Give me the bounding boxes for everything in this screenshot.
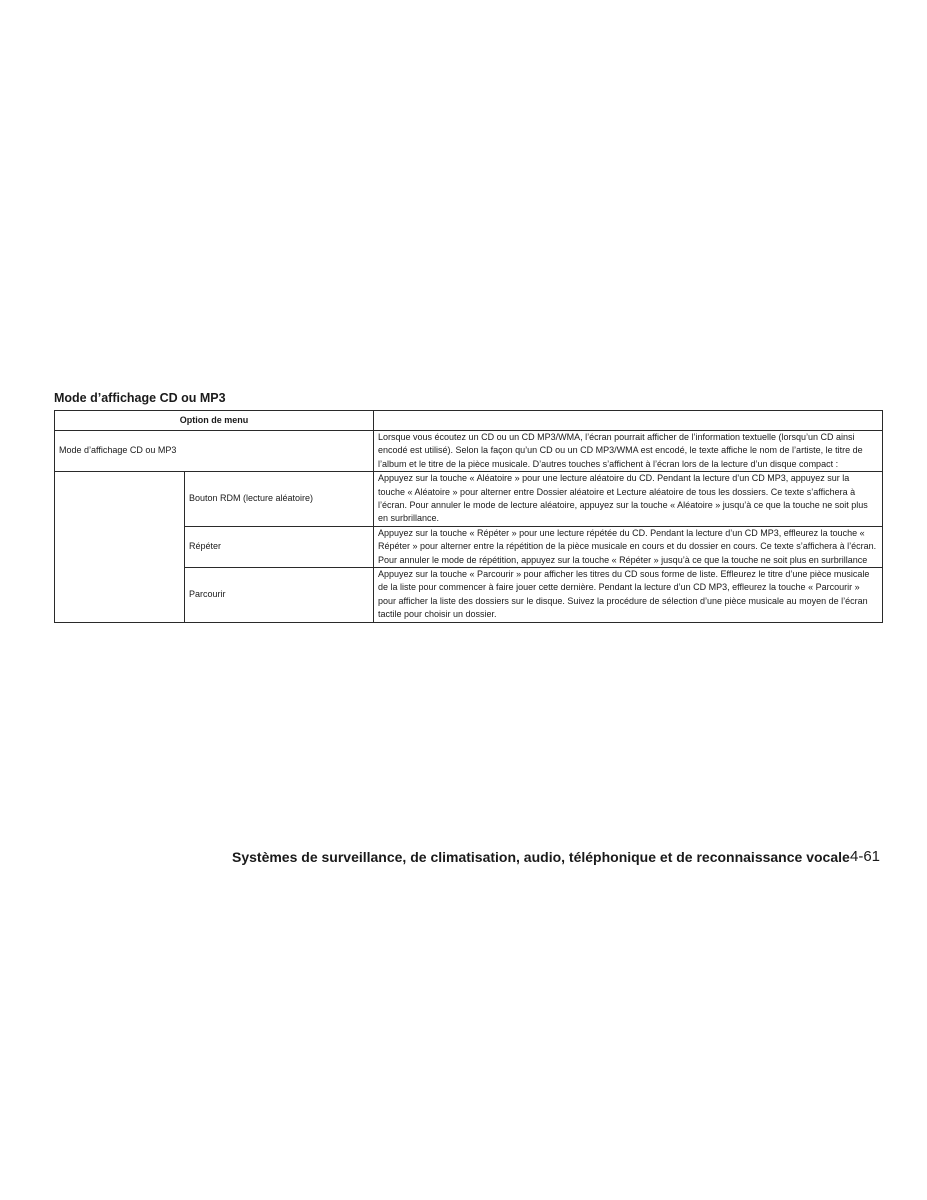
section-title: Mode d’affichage CD ou MP3 bbox=[54, 391, 226, 405]
header-option-de-menu: Option de menu bbox=[55, 411, 374, 431]
row-description-repeter: Appuyez sur la touche « Répéter » pour une lecture répétée du CD. Pendant la lecture d’un CD MP3, effleurez la touche « Répéter » pour alterner entre la répétition de la pièce musicale en cours et du dossier en cours. Ce texte s’affichera à l’écran. Pour annuler le mode de répétition, appuyez sur la touche « Répéter » jusqu’à ce que la touche ne soit plus en surbrillance bbox=[374, 526, 883, 567]
row-description-mode-affichage: Lorsque vous écoutez un CD ou un CD MP3/WMA, l’écran pourrait afficher de l’information textuelle (lorsqu’un CD ainsi encodé est utilisé). Selon la façon qu’un CD ou un CD MP3/WMA est encodé, le texte affiche le nom de l’artiste, le titre de l’album et le titre de la pièce musicale. D’autres touches s’affichent à l’écran lors de la lecture d’un disque compact : bbox=[374, 431, 883, 472]
menu-options-table bbox=[54, 410, 883, 623]
header-description bbox=[374, 411, 883, 431]
row-description-parcourir: Appuyez sur la touche « Parcourir » pour afficher les titres du CD sous forme de liste. Effleurez le titre d’une pièce musicale de la liste pour commencer à faire jouer cette dernière. Pendant la lecture d’un CD MP3, effleurez la touche « Parcourir » pour afficher la liste des dossiers sur le disque. Suivez la procédure de sélection d’une pièce musicale au moyen de l’écran tactile pour choisir un dossier. bbox=[374, 568, 883, 623]
row-label-mode-affichage: Mode d’affichage CD ou MP3 bbox=[55, 431, 374, 472]
row-label-rdm: Bouton RDM (lecture aléatoire) bbox=[185, 472, 374, 527]
footer-page-number: 4-61 bbox=[850, 848, 881, 865]
row-label-repeter: Répéter bbox=[185, 526, 374, 567]
table-row bbox=[55, 472, 883, 527]
row-description-rdm: Appuyez sur la touche « Aléatoire » pour une lecture aléatoire du CD. Pendant la lecture d’un CD MP3, appuyez sur la touche « Aléatoire » pour alterner entre Dossier aléatoire et Lecture aléatoire de tous les dossiers. Ce texte s’affichera à l’écran. Pour annuler le mode de lecture aléatoire, appuyez sur la touche « Aléatoire » jusqu’à ce que la touche ne soit plus en surbrillance. bbox=[374, 472, 883, 527]
empty-group-cell bbox=[55, 472, 185, 622]
row-label-parcourir: Parcourir bbox=[185, 568, 374, 623]
table-header-row bbox=[55, 411, 883, 431]
table-row bbox=[55, 431, 883, 472]
footer-chapter-title: Systèmes de surveillance, de climatisation, audio, téléphonique et de reconnaissance vocale bbox=[232, 849, 850, 865]
